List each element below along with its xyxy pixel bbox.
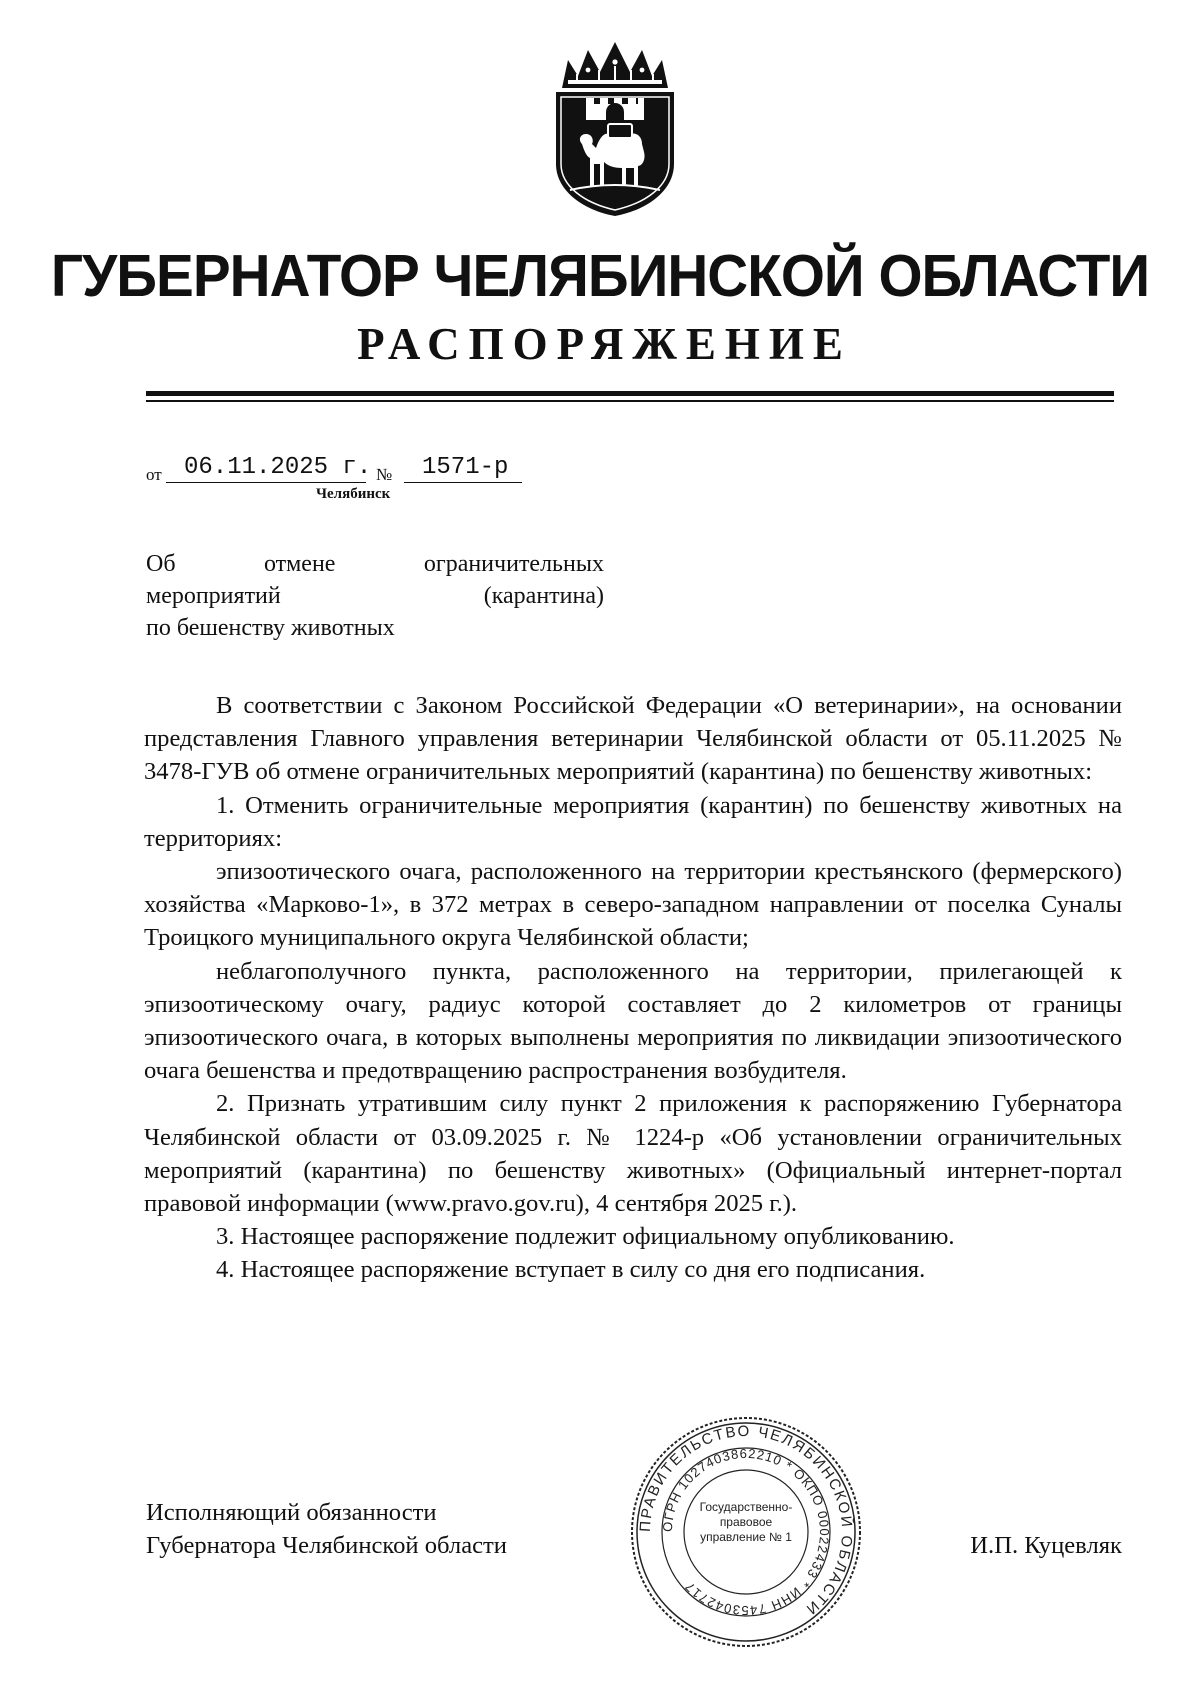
number-label: № (376, 465, 393, 484)
document-subject (146, 548, 604, 644)
subject-word: мероприятий (146, 583, 281, 609)
signatory-name: И.П. Куцевляк (970, 1532, 1122, 1559)
document-number: 1571-р (422, 454, 509, 481)
body-paragraph: неблагополучного пункта, расположенного на территории, прилегающей к эпизоотическому очагу, радиус которой составляет до 2 километров от границы эпизоотического очага, в которых выполнены мероприятия по ликвидации эпизоотического очага бешенства и предотвращению распространения возбудителя. (144, 957, 1122, 1085)
subject-word: отмене (263, 551, 336, 577)
seal-outer-text: ПРАВИТЕЛЬСТВО ЧЕЛЯБИНСКОЙ ОБЛАСТИ (636, 1422, 856, 1619)
subject-word: Об (146, 551, 176, 577)
issuing-authority-title: ГУБЕРНАТОР ЧЕЛЯБИНСКОЙ ОБЛАСТИ (50, 243, 1150, 309)
subject-line (146, 548, 604, 580)
coat-of-arms-icon (548, 40, 682, 220)
body-paragraph: 3. Настоящее распоряжение подлежит официальному опубликованию. (216, 1223, 955, 1251)
seal-ring-text: ОГРН 1027403862210 * ОКПО 00022433 * ИНН 7453042717 (659, 1445, 833, 1619)
date-label: от (146, 465, 162, 484)
subject-word: (карантина) (483, 583, 604, 609)
subject-word: ограничительных (423, 551, 604, 577)
seal-center-text: Государственно-правовое управление № 1 (699, 1500, 793, 1544)
signatory-position-line: Губернатора Челябинской области (146, 1532, 507, 1559)
issue-place: Челябинск (316, 486, 391, 502)
body-paragraph: 4. Настоящее распоряжение вступает в силу со дня его подписания. (216, 1256, 926, 1284)
body-paragraph: 1. Отменить ограничительные мероприятия (карантин) по бешенству животных на территориях: (144, 791, 1122, 852)
signatory-position (146, 1496, 507, 1562)
number-underline (404, 482, 522, 483)
official-seal-icon (628, 1414, 864, 1650)
document-body (144, 689, 1122, 1287)
date-underline (166, 482, 366, 483)
body-paragraph: эпизоотического очага, расположенного на территории крестьянского (фермерского) хозяйства «Марково-1», в 372 метрах в северо-западном направлении от поселка Суналы Троицкого муниципального округа Челябинской области; (144, 858, 1122, 952)
header-divider-thin (146, 400, 1114, 402)
subject-line (146, 580, 604, 612)
document-date: 06.11.2025 г. (184, 454, 372, 481)
body-paragraph: 2. Признать утратившим силу пункт 2 приложения к распоряжению Губернатора Челябинской области от 03.09.2025 г. № 1224-р «Об установлении ограничительных мероприятий (карантина) по бешенству животных» (Официальный интернет-портал правовой информации (www.pravo.gov.ru), 4 сентября 2025 г.). (144, 1090, 1122, 1218)
header-divider-thick (146, 391, 1114, 396)
body-paragraph: В соответствии с Законом Российской Федерации «О ветеринарии», на основании представления Главного управления ветеринарии Челябинской области от 05.11.2025 № 3478-ГУВ об отмене ограничительных мероприятий (карантина) по бешенству животных: (144, 692, 1122, 786)
subject-line: по бешенству животных (146, 615, 395, 641)
document-type-title: РАСПОРЯЖЕНИЕ (357, 319, 852, 369)
signatory-position-line: Исполняющий обязанности (146, 1499, 437, 1526)
